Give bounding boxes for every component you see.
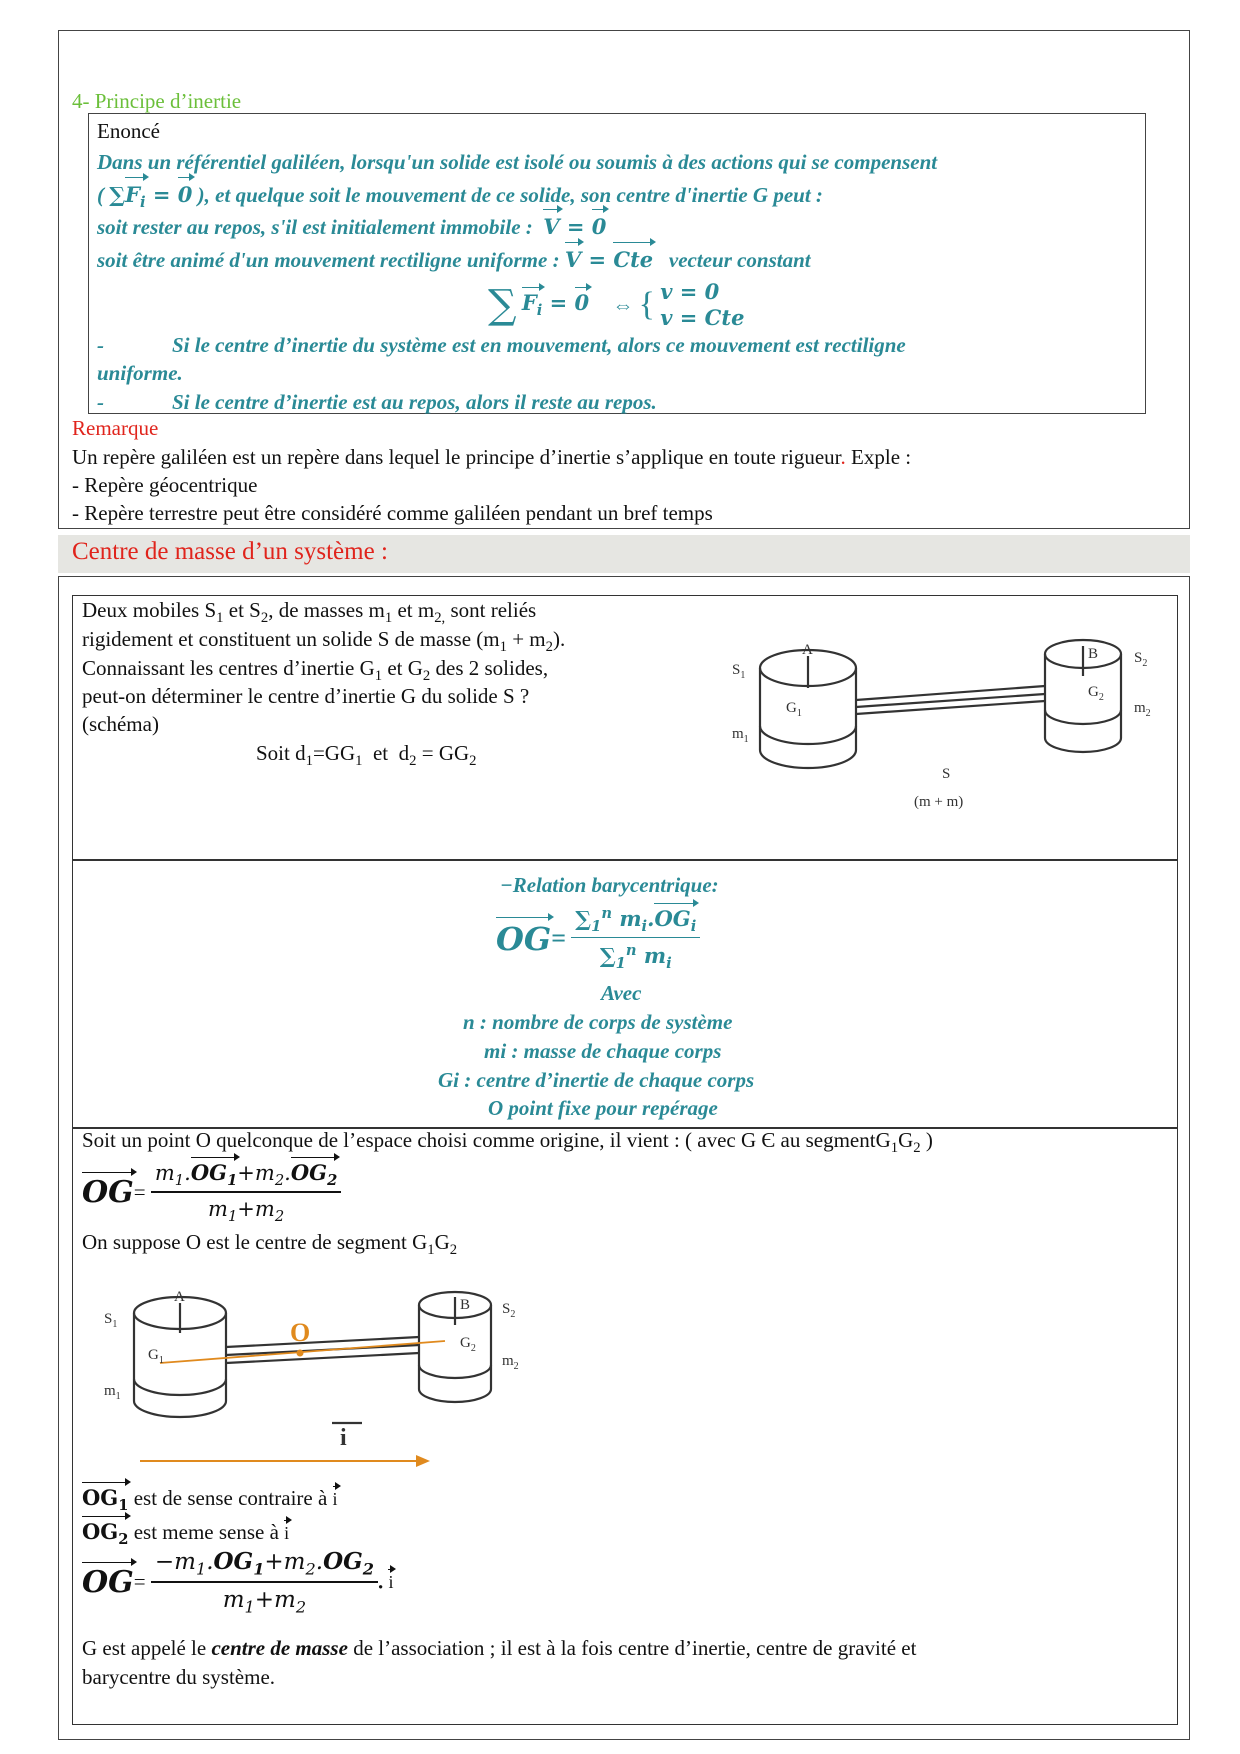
enonce-line-3-text: soit rester au repos, s'il est initialement immobile : xyxy=(97,215,533,239)
conclusion-line-1 xyxy=(82,1636,916,1661)
conclusion-b: centre de masse xyxy=(211,1636,348,1660)
intro-soit-text: Soit d xyxy=(256,741,306,765)
intro-l3: Connaissant les centres d’inertie G xyxy=(82,656,375,680)
fig1-S1: $S_1$ xyxy=(732,662,746,681)
fig2-m1: $m_1$ xyxy=(104,1383,121,1402)
enonce-line-1: Dans un référentiel galiléen, lorsqu'un solide est isolé ou soumis à des actions qui se compensent xyxy=(97,150,938,174)
intro-line-5: (schéma) xyxy=(82,712,159,736)
relation-title-text: Relation barycentrique: xyxy=(512,873,719,897)
enonce-line-4-text: soit être animé d'un mouvement rectiligne uniforme : xyxy=(97,248,560,272)
fig2-i: i xyxy=(340,1425,347,1451)
fig2-O: O xyxy=(290,1318,311,1347)
relation-o: O point fixe pour repérage xyxy=(488,1096,718,1120)
bullet-2-text: Si le centre d’inertie est au repos, alors il reste au repos. xyxy=(172,390,657,414)
enonce-line-4-tail: vecteur constant xyxy=(668,248,811,272)
fig2-axis-arrowhead xyxy=(416,1455,430,1467)
fig2-S2: $S_2$ xyxy=(502,1301,516,1320)
fig2-cyl1-band xyxy=(134,1379,226,1395)
bullet-2 xyxy=(97,387,657,417)
enonce-line-3: soit rester au repos, s'il est initialement immobile : V = 0 xyxy=(97,212,606,242)
og2-text: est meme sense à xyxy=(128,1520,285,1544)
rod-bottom xyxy=(856,701,1045,714)
figure-with-origin xyxy=(100,1283,540,1473)
enonce-label: Enoncé xyxy=(97,119,160,143)
cylinder-2-band xyxy=(1045,710,1121,724)
fig1-mass: (m + m) xyxy=(914,794,964,810)
rod-top xyxy=(856,686,1045,700)
fig2-G1: $G_1$ xyxy=(148,1347,164,1366)
fig1-A: A xyxy=(802,642,813,658)
intro-l1: Deux mobiles S xyxy=(82,598,217,622)
intro-line-1: Deux mobiles $S_1$ et $S_2$, de masses $m_1$ et $m_{2,}$ sont reliés xyxy=(82,598,537,627)
conclusion-line-2: barycentre du système. xyxy=(82,1665,276,1689)
fig1-S2: $S_2$ xyxy=(1134,650,1148,669)
fig2-m2: $m_2$ xyxy=(502,1353,519,1372)
enonce-line-2: ( $\sum F_i = 0$ ), et quelque soit le mouvement de ce solide, son centre d'inertie G peut : xyxy=(97,180,823,218)
fig1-B: B xyxy=(1088,646,1099,662)
fig2-G2: $G_2$ xyxy=(460,1335,476,1354)
fig1-S: S xyxy=(942,766,951,782)
og-formula-1: OG= $\frac{m_1.OG_1+m_2.OG_2}{m_1+m_2}$ xyxy=(82,1160,341,1225)
inertia-equation: ∑ $F_i = 0$ ⇔ { v = 0 v = Cte xyxy=(488,279,745,330)
remarque-item-1: - Repère géocentrique xyxy=(72,473,258,497)
demo-suppose: On suppose O est le centre de segment $G_1G_2$ xyxy=(82,1230,458,1259)
remarque-dot: . xyxy=(840,445,846,469)
relation-title: −Relation barycentrique: xyxy=(500,873,719,897)
og1-text: est de sense contraire à xyxy=(128,1486,333,1510)
remarque-text-a: Un repère galiléen est un repère dans lequel le principe d’inertie s’applique en toute rigueur xyxy=(72,445,841,469)
fig2-A: A xyxy=(174,1289,185,1305)
relation-formula: OG= $\frac{\sum_1^n m_i.OG_i}{\sum_1^n m_i}$ xyxy=(496,905,700,972)
figure-two-mobiles xyxy=(728,628,1168,828)
relation-gi: Gi : centre d’inertie de chaque corps xyxy=(438,1068,755,1092)
intro-line-4: peut-on déterminer le centre d’inertie G du solide S ? xyxy=(82,684,530,708)
centre-masse-heading: Centre de masse d’un système : xyxy=(72,538,388,565)
conclusion-c: de l’association ; il est à la fois centre d’inertie, centre de gravité et xyxy=(347,1636,917,1660)
fig2-cyl2-band xyxy=(419,1365,491,1378)
fig2-B: B xyxy=(460,1297,471,1313)
fig1-G2: $G_2$ xyxy=(1088,684,1104,703)
og-formula-2: OG= $\frac{-m_1.OG_1+m_2.OG_2}{m_1+m_2}$ . i xyxy=(82,1548,394,1617)
bullet-1b: uniforme. xyxy=(97,361,183,385)
og1-line: $OG_1$ est de sense contraire à i xyxy=(82,1485,338,1515)
demo-line-1: Soit un point O quelconque de l’espace choisi comme origine, il vient : ( avec G Є au $segmentG_1G_2$ ) xyxy=(82,1128,933,1157)
bullet-1-text: Si le centre d’inertie du système est en mouvement, alors ce mouvement est rectiligne xyxy=(172,333,906,357)
section-title: 4- Principe d’inertie xyxy=(72,89,242,113)
remarque-text-b: Exple : xyxy=(845,445,912,469)
remarque-item-2: - Repère terrestre peut être considéré comme galiléen pendant un bref temps xyxy=(72,501,713,525)
conclusion-a: G est appelé le xyxy=(82,1636,212,1660)
relation-mi: mi : masse de chaque corps xyxy=(484,1039,722,1063)
bullet-1-dash: - xyxy=(97,333,104,357)
fig2-S1: $S_1$ xyxy=(104,1311,118,1330)
og2-line: $OG_2$ est meme sense à i xyxy=(82,1519,290,1549)
relation-avec: Avec xyxy=(601,981,642,1005)
enonce-line-4: soit être animé d'un mouvement rectiligne uniforme : V = Cte vecteur constant xyxy=(97,245,811,275)
remarque-text xyxy=(72,445,911,470)
cylinder-1-band xyxy=(760,726,856,744)
demo-l1-text: Soit un point O quelconque de l’espace choisi comme origine, il vient : ( avec G Є au segment xyxy=(82,1128,876,1152)
intro-line-2: rigidement et constituent un solide S de masse $(m_1 + m_2)$. xyxy=(82,627,566,656)
intro-l2: rigidement et constituent un solide S de masse (m xyxy=(82,627,500,651)
fig2-origin-point xyxy=(297,1350,304,1357)
intro-soit: Soit $d_1=GG_1$ et $d_2 = GG_2$ xyxy=(256,741,477,770)
bullet-2-dash: - xyxy=(97,390,104,414)
rod-mid xyxy=(856,694,1045,707)
bullet-1 xyxy=(97,330,906,360)
intro-line-3: Connaissant les centres d’inertie $G_1$ et $G_2$ des 2 solides, xyxy=(82,656,549,685)
enonce-line-2-text: ), et quelque soit le mouvement de ce solide, son centre d'inertie G peut : xyxy=(197,183,823,207)
remarque-label: Remarque xyxy=(72,416,159,440)
relation-n: n : nombre de corps de système xyxy=(463,1010,733,1034)
fig1-m1: $m_1$ xyxy=(732,726,749,745)
fig1-m2: $m_2$ xyxy=(1134,700,1151,719)
demo-suppose-text: On suppose O est le centre de segment G xyxy=(82,1230,428,1254)
fig1-G1: $G_1$ xyxy=(786,700,802,719)
